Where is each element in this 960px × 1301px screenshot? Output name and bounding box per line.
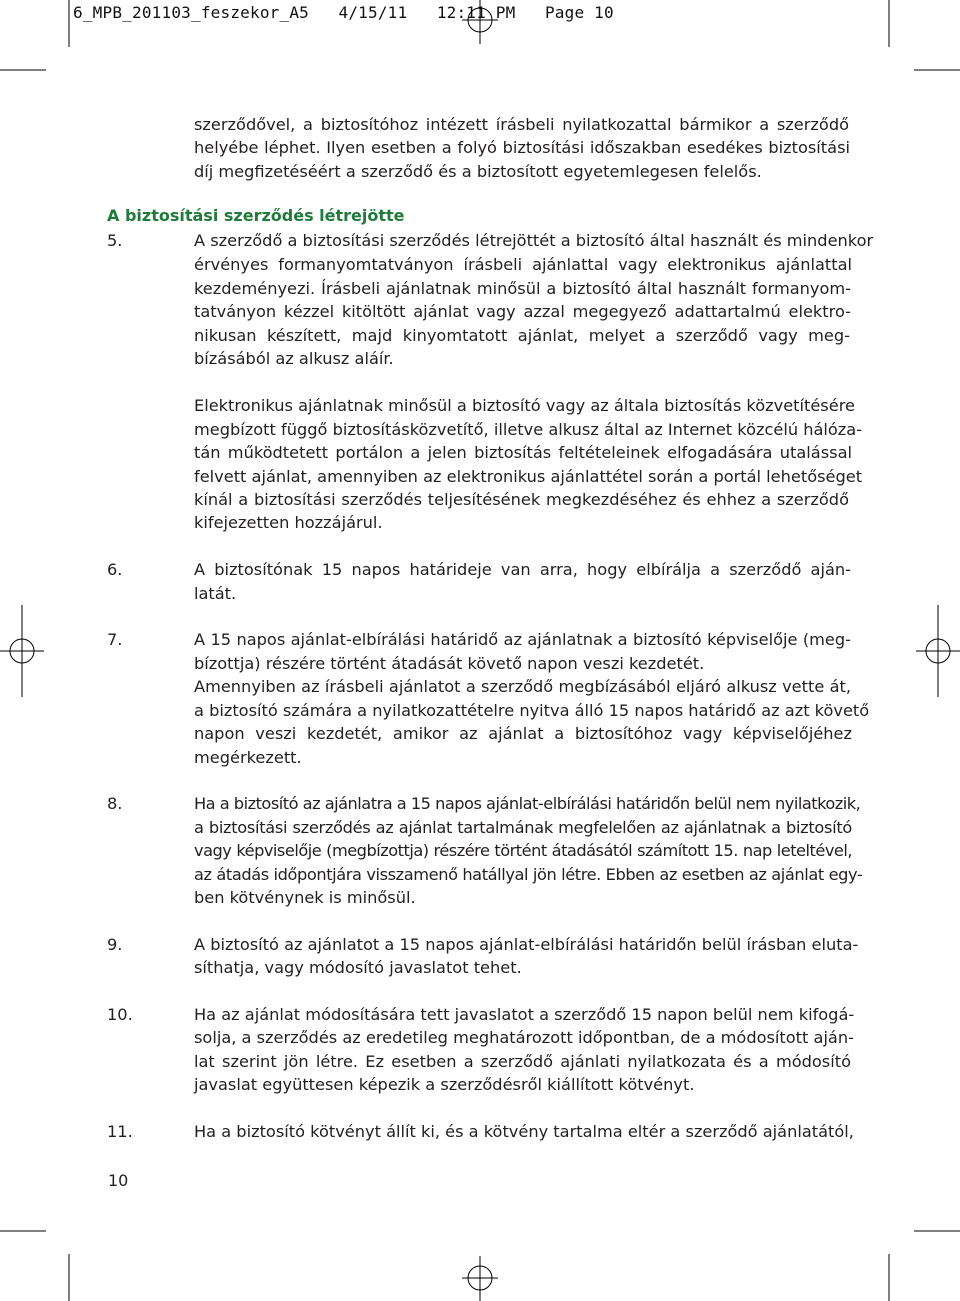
text-line: a biztosítási szerződés az ajánlat tartalmának megfelelően az ajánlatnak a biztosító — [194, 818, 852, 837]
text-line: kezdeményezi. Írásbeli ajánlatnak minősül a biztosító által használt formanyom- — [194, 279, 851, 298]
text-line: helyébe léphet. Ilyen esetben a folyó biztosítási időszakban esedékes biztosítási — [194, 138, 850, 157]
item-number: 6. — [107, 560, 123, 579]
print-slug: 6_MPB_201103_feszekor_A5 4/15/11 12:11 PM Page 10 — [73, 3, 614, 22]
text-line: Ha a biztosító kötvényt állít ki, és a kötvény tartalma eltér a szerződő ajánlatától, — [194, 1122, 854, 1141]
text-line: latát. — [194, 584, 237, 603]
text-line: A 15 napos ajánlat-elbírálási határidő az ajánlatnak a biztosító képviselője (meg- — [194, 630, 851, 649]
text-line: Ha az ajánlat módosítására tett javaslatot a szerződő 15 napon belül nem kifogá- — [194, 1005, 855, 1024]
text-line: tán működtetett portálon a jelen biztosítás feltételeinek elfogadására utalással — [194, 443, 852, 462]
text-line: A biztosítónak 15 napos határideje van arra, hogy elbírálja a szerződő aján- — [194, 560, 851, 579]
text-line: megérkezett. — [194, 748, 302, 767]
text-line: Elektronikus ajánlatnak minősül a biztosító vagy az általa biztosítás közvetítésére — [194, 396, 855, 415]
item-number: 5. — [107, 231, 123, 250]
text-line: javaslat együttesen képezik a szerződésről kiállított kötvényt. — [194, 1075, 695, 1094]
text-line: felvett ajánlat, amennyiben az elektronikus ajánlattétel során a portál lehetőséget — [194, 467, 863, 486]
item-number: 7. — [107, 630, 123, 649]
text-line: A szerződő a biztosítási szerződés létrejöttét a biztosító által használt és mindenkor — [194, 231, 874, 250]
registration-mark-bottom — [462, 1256, 498, 1301]
registration-mark-top — [462, 0, 498, 44]
section-heading: A biztosítási szerződés létrejötte — [107, 206, 405, 225]
text-line: díj megfizetéséért a szerződő és a biztosított egyetemlegesen felelős. — [194, 162, 762, 181]
text-line: megbízott függő biztosításközvetítő, illetve alkusz által az Internet közcélú hálóza- — [194, 420, 863, 439]
text-line: érvényes formanyomtatványon írásbeli ajánlattal vagy elektronikus ajánlattal — [194, 255, 852, 274]
text-line: vagy képviselője (megbízottja) részére történt átadásától számított 15. nap leteltével, — [194, 841, 852, 860]
text-line: A biztosító az ajánlatot a 15 napos ajánlat-elbírálási határidőn belül írásban eluta- — [194, 935, 859, 954]
text-line: Ha a biztosító az ajánlatra a 15 napos ajánlat-elbírálási határidőn belül nem nyilatkozik, — [194, 794, 861, 813]
item-number: 8. — [107, 794, 123, 813]
text-line: bízásából az alkusz aláír. — [194, 349, 394, 368]
page-number: 10 — [108, 1171, 129, 1190]
text-line: szerződővel, a biztosítóhoz intézett írásbeli nyilatkozattal bármikor a szerződő — [194, 115, 849, 134]
item-number: 9. — [107, 935, 123, 954]
text-line: solja, a szerződés az eredetileg meghatározott időpontban, de a módosított aján- — [194, 1028, 854, 1047]
text-line: tatványon kézzel kitöltött ajánlat vagy azzal megegyező adattartalmú elektro- — [194, 302, 851, 321]
text-line: nikusan készített, majd kinyomtatott ajánlat, melyet a szerződő vagy meg- — [194, 326, 850, 345]
text-line: síthatja, vagy módosító javaslatot tehet. — [194, 958, 522, 977]
registration-mark-left — [0, 605, 44, 697]
text-line: az átadás időpontjára visszamenő hatállyal jön létre. Ebben az esetben az ajánlat egy- — [194, 865, 863, 884]
text-line: bízottja) részére történt átadását követő napon veszi kezdetét. — [194, 654, 705, 673]
item-number: 10. — [107, 1005, 133, 1024]
text-line: ben kötvénynek is minősül. — [194, 888, 416, 907]
text-line: a biztosító számára a nyilatkozattételre nyitva álló 15 napos határidő az azt követő — [194, 701, 870, 720]
text-line: kínál a biztosítási szerződés teljesítésének megkezdéséhez és ehhez a szerződő — [194, 490, 849, 509]
text-line: lat szerint jön létre. Ez esetben a szerződő ajánlati nyilatkozata és a módosító — [194, 1052, 851, 1071]
item-number: 11. — [107, 1122, 133, 1141]
text-line: kifejezetten hozzájárul. — [194, 513, 383, 532]
text-line: napon veszi kezdetét, amikor az ajánlat a biztosítóhoz vagy képviselőjéhez — [194, 724, 852, 743]
text-line: Amennyiben az írásbeli ajánlatot a szerződő megbízásából eljáró alkusz vette át, — [194, 677, 851, 696]
registration-mark-right — [916, 605, 960, 697]
